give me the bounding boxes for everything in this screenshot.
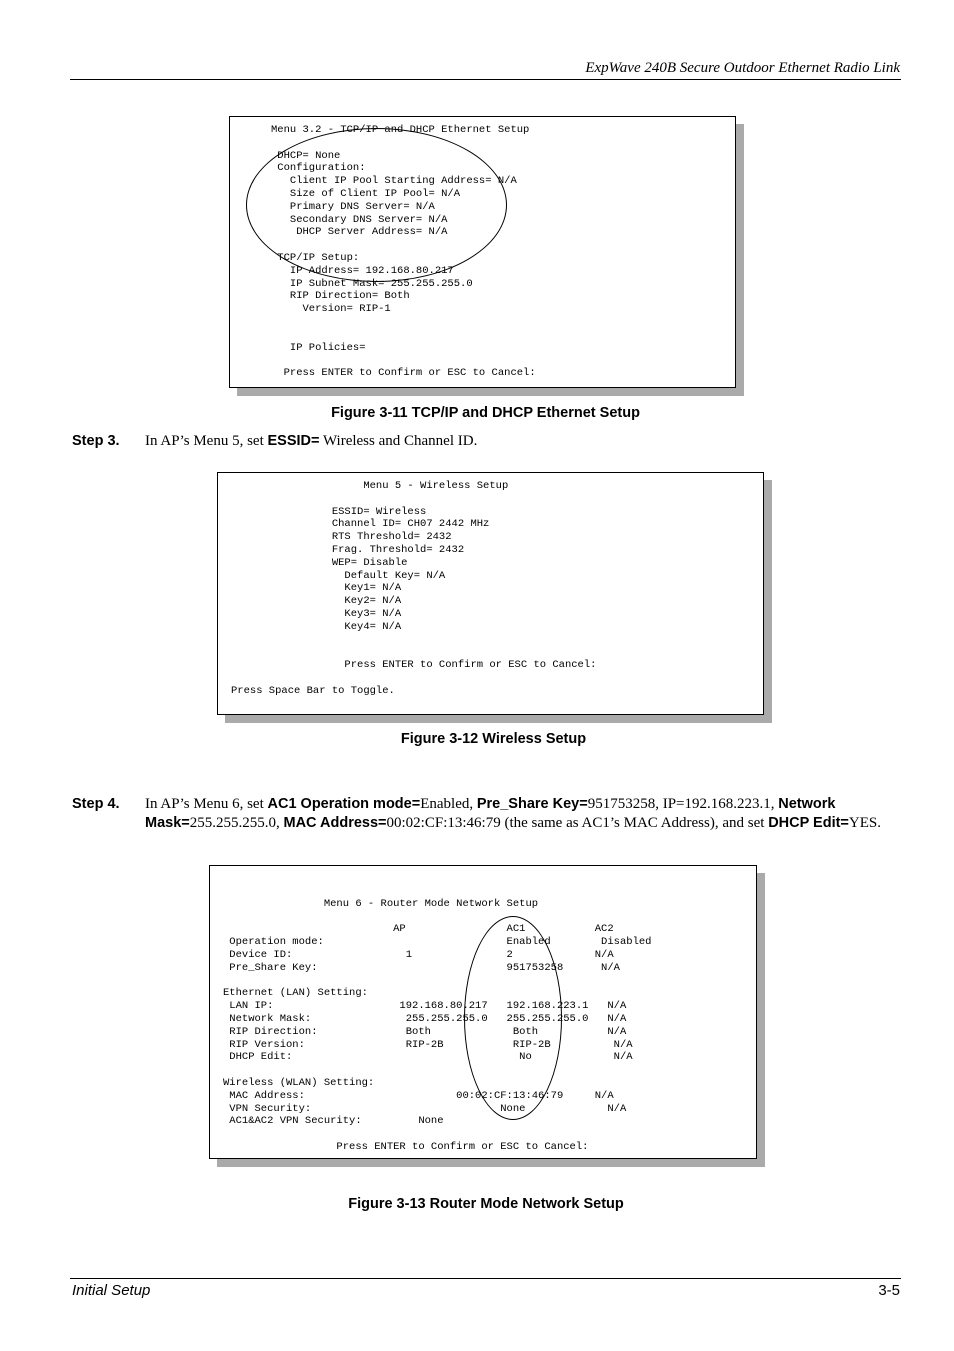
footer-section: Initial Setup (72, 1282, 151, 1299)
terminal-line: TCP/IP Setup: (271, 251, 360, 264)
terminal-line (223, 1064, 651, 1077)
terminal-line: IP Subnet Mask= 255.255.255.0 (271, 277, 473, 290)
running-header-title: ExpWave 240B Secure Outdoor Ethernet Radio Link (585, 60, 900, 76)
terminal-line: Menu 5 - Wireless Setup (231, 480, 509, 492)
footer-page-number: 3-5 (878, 1282, 900, 1299)
terminal-line: Frag. Threshold= 2432 (231, 543, 465, 556)
terminal-line: Operation mode: Enabled Disabled (223, 936, 652, 949)
menu-5-text (231, 480, 596, 698)
terminal-line (223, 1128, 651, 1141)
header-rule (70, 79, 901, 80)
terminal-line: Device ID: 1 2 N/A (223, 948, 614, 961)
figure-3-12-caption: Figure 3-12 Wireless Setup (400, 731, 587, 747)
terminal-line: Secondary DNS Server= N/A (271, 213, 448, 226)
terminal-line: Ethernet (LAN) Setting: (223, 987, 368, 1000)
figure-3-13-caption: Figure 3-13 Router Mode Network Setup (348, 1196, 624, 1212)
terminal-line: Key1= N/A (231, 582, 402, 595)
terminal-line (223, 975, 651, 988)
menu-6-terminal (209, 865, 757, 1159)
step-3-text: In AP’s Menu 5, set ESSID= Wireless and Channel ID. (145, 433, 478, 449)
terminal-line: Channel ID= CH07 2442 MHz (231, 518, 490, 531)
terminal-line: LAN IP: 192.168.80.217 192.168.223.1 N/A (223, 1000, 627, 1013)
highlight-ellipse-ac1 (464, 916, 562, 1120)
step-3-label: Step 3. (72, 433, 120, 449)
terminal-line (271, 316, 536, 329)
terminal-line: IP Address= 192.168.80.217 (271, 264, 454, 277)
terminal-line: Pre_Share Key: 951753258 N/A (223, 961, 620, 974)
terminal-line: MAC Address: 00:02:CF:13:46:79 N/A (223, 1089, 614, 1102)
terminal-line: Key4= N/A (231, 620, 402, 633)
terminal-line: AP AC1 AC2 (223, 923, 614, 936)
terminal-line: Version= RIP-1 (271, 303, 391, 316)
terminal-line (223, 911, 651, 924)
terminal-line: AC1&AC2 VPN Security: None (223, 1115, 444, 1128)
terminal-line: ESSID= Wireless (231, 505, 427, 518)
terminal-line: Primary DNS Server= N/A (271, 200, 435, 213)
terminal-line: Press ENTER to Confirm or ESC to Cancel: (271, 367, 536, 380)
terminal-line: Default Key= N/A (231, 569, 446, 582)
terminal-line: Wireless (WLAN) Setting: (223, 1076, 375, 1089)
terminal-line: Key3= N/A (231, 607, 402, 620)
terminal-line: WEP= Disable (231, 556, 408, 569)
terminal-line: Press ENTER to Confirm or ESC to Cancel: (223, 1140, 589, 1153)
terminal-line (271, 354, 536, 367)
terminal-line: Key2= N/A (231, 595, 402, 608)
terminal-line: Size of Client IP Pool= N/A (271, 187, 461, 200)
terminal-line: Client IP Pool Starting Address= N/A (271, 175, 517, 188)
terminal-line: Menu 6 - Router Mode Network Setup (223, 897, 539, 910)
terminal-line (231, 672, 596, 685)
terminal-line: Menu 3.2 - TCP/IP and DHCP Ethernet Setup (271, 124, 530, 136)
terminal-line: RIP Direction= Both (271, 290, 410, 303)
terminal-line: DHCP Server Address= N/A (271, 226, 448, 239)
terminal-line (231, 493, 596, 506)
terminal-line: RTS Threshold= 2432 (231, 531, 452, 544)
menu-6-text (223, 885, 651, 1154)
terminal-line: Press Space Bar to Toggle. (231, 684, 395, 697)
highlight-ellipse (246, 128, 507, 282)
step-4-text: In AP’s Menu 6, set AC1 Operation mode=Enabled, Pre_Share Key=951753258, IP=192.168.223.1, Network Mask=255.255.255.0, MAC Address=00:02:CF:13:46:79 (the same as AC1’s MAC Address), and set DHCP Edit=YES. (145, 796, 881, 831)
figure-3-11-caption: Figure 3-11 TCP/IP and DHCP Ethernet Setup (331, 405, 640, 421)
menu-3-2-terminal (229, 116, 736, 388)
terminal-line: DHCP= None (271, 149, 341, 162)
terminal-line (223, 885, 651, 898)
terminal-line: Configuration: (271, 162, 366, 175)
terminal-line: RIP Direction: Both Both N/A (223, 1025, 627, 1038)
terminal-line (271, 329, 536, 342)
step-4-label: Step 4. (72, 796, 120, 812)
terminal-line: IP Policies= (271, 341, 366, 354)
terminal-line: Press ENTER to Confirm or ESC to Cancel: (231, 659, 597, 672)
terminal-line (231, 646, 596, 659)
footer-rule (70, 1278, 901, 1279)
terminal-line: Network Mask: 255.255.255.0 255.255.255.0 N/A (223, 1012, 627, 1025)
menu-5-terminal (217, 472, 764, 715)
terminal-line (231, 634, 596, 647)
terminal-line: RIP Version: RIP-2B RIP-2B N/A (223, 1038, 633, 1051)
terminal-line: VPN Security: None N/A (223, 1102, 627, 1115)
terminal-line: DHCP Edit: No N/A (223, 1051, 633, 1064)
